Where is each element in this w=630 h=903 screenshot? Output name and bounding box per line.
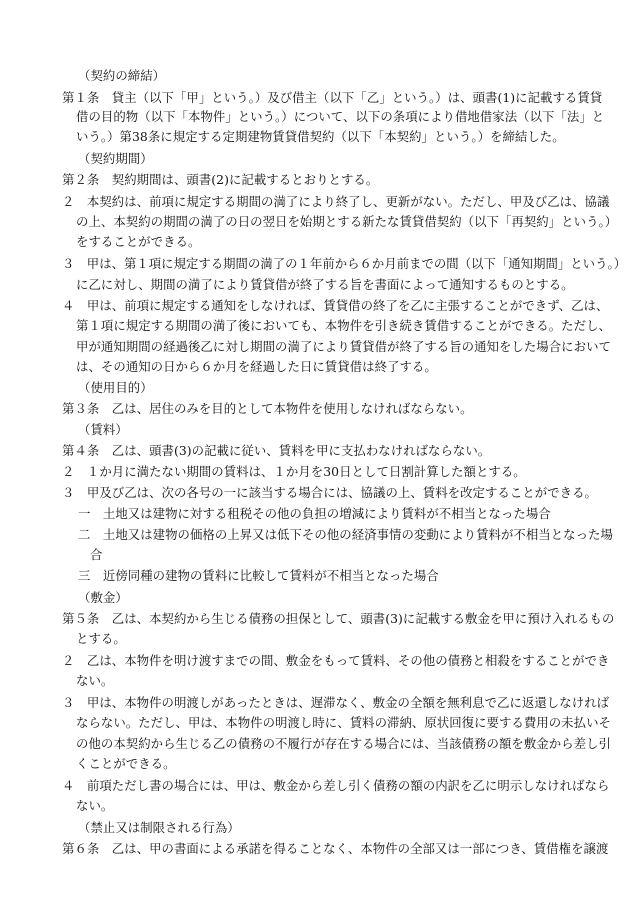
text-line: 甲が通知期間の経過後乙に対し期間の満了により賃貸借が終了する旨の通知をした場合において [76,339,611,354]
article-caption: （敷金） [78,590,128,605]
text-line: をすることができる。 [76,234,201,249]
list-item-continuation: 合 [90,547,103,562]
text-line: ならない。ただし、甲は、本物件の明渡し時に、賃料の滞納、原状回復に要する費用の未払いそ [76,715,611,730]
text-line: くことができる。 [76,756,176,771]
article-caption: （賃料） [78,422,128,437]
article-caption: （契約の締結） [78,68,166,83]
text-line: に乙に対し、期間の満了により賃貸借が終了する旨を書面によって通知するものとする。 [76,277,574,292]
article-heading: 第６条 乙は、甲の書面による承諾を得ることなく、本物件の全部又は一部につき、賃借権を譲渡 [62,841,609,856]
paragraph-line: ２ 乙は、本物件を明け渡すまでの間、敷金をもって賃料、その他の債務と相殺をすることができ [62,653,610,668]
paragraph-line: ４ 前項ただし書の場合には、甲は、敷金から差し引く債務の額の内訳を乙に明示しなければなら [62,778,610,793]
paragraph-line: ３ 甲及び乙は、次の各号の一に該当する場合には、協議の上、賃料を改定することができる。 [62,485,597,500]
paragraph-line: ３ 甲は、第１項に規定する期間の満了の１年前から６か月前までの間（以下「通知期間」という。） [62,256,627,271]
list-item: 一 土地又は建物に対する租税その他の負担の増減により賃料が不相当となった場合 [78,506,551,521]
article-heading: 第４条 乙は、頭書(3)の記載に従い、賃料を甲に支払わなければならない。 [62,443,491,458]
text-line: ない。 [76,798,114,813]
article-heading: 第２条 契約期間は、頭書(2)に記載するとおりとする。 [62,172,379,187]
article-heading: 第３条 乙は、居住のみを目的として本物件を使用しなければならない。 [62,401,473,416]
article-caption: （禁止又は制限される行為） [78,820,240,835]
text-line: ない。 [76,673,114,688]
paragraph-line: ４ 甲は、前項に規定する通知をしなければ、賃貸借の終了を乙に主張することができず、乙は、 [62,298,609,313]
article-caption: （使用目的） [78,380,153,395]
text-line: とする。 [76,631,126,646]
list-item: 二 土地又は建物の価格の上昇又は低下その他の経済事情の変動により賃料が不相当となった場 [78,527,613,542]
list-item: 三 近傍同種の建物の賃料に比較して賃料が不相当となった場合 [78,568,439,583]
article-caption: （契約期間） [78,151,153,166]
text-line: は、その通知の日から６か月を経過した日に賃貸借は終了する。 [76,359,437,374]
paragraph-line: ２ 本契約は、前項に規定する期間の満了により終了し、更新がない。ただし、甲及び乙は、協議 [62,194,610,209]
text-line: 借の目的物（以下「本物件」という。）について、以下の条項により借地借家法（以下「法」と [76,109,605,124]
paragraph-line: ２ １か月に満たない期間の賃料は、１か月を30日として日割計算した額とする。 [62,464,526,479]
article-heading: 第５条 乙は、本契約から生じる債務の担保として、頭書(3)に記載する敷金を甲に預け入れるもの [62,611,615,626]
text-line: 第１項に規定する期間の満了後においても、本物件を引き続き賃借することができる。ただし、 [76,318,611,333]
text-line: の他の本契約から生じる乙の債務の不履行が存在する場合には、当該債務の額を敷金から差し引 [76,736,611,751]
article-heading: 第１条 貸主（以下「甲」という。）及び借主（以下「乙」という。）は、頭書(1)に記載する賃貸 [62,90,603,105]
text-line: の上、本契約の期間の満了の日の翌日を始期とする新たな賃貸借契約（以下「再契約」という。） [76,214,618,229]
text-line: いう。）第38条に規定する定期建物賃貸借契約（以下「本契約」という。）を締結した。 [76,129,565,144]
paragraph-line: ３ 甲は、本物件の明渡しがあったときは、遅滞なく、敷金の全額を無利息で乙に返還しなければ [62,695,610,710]
